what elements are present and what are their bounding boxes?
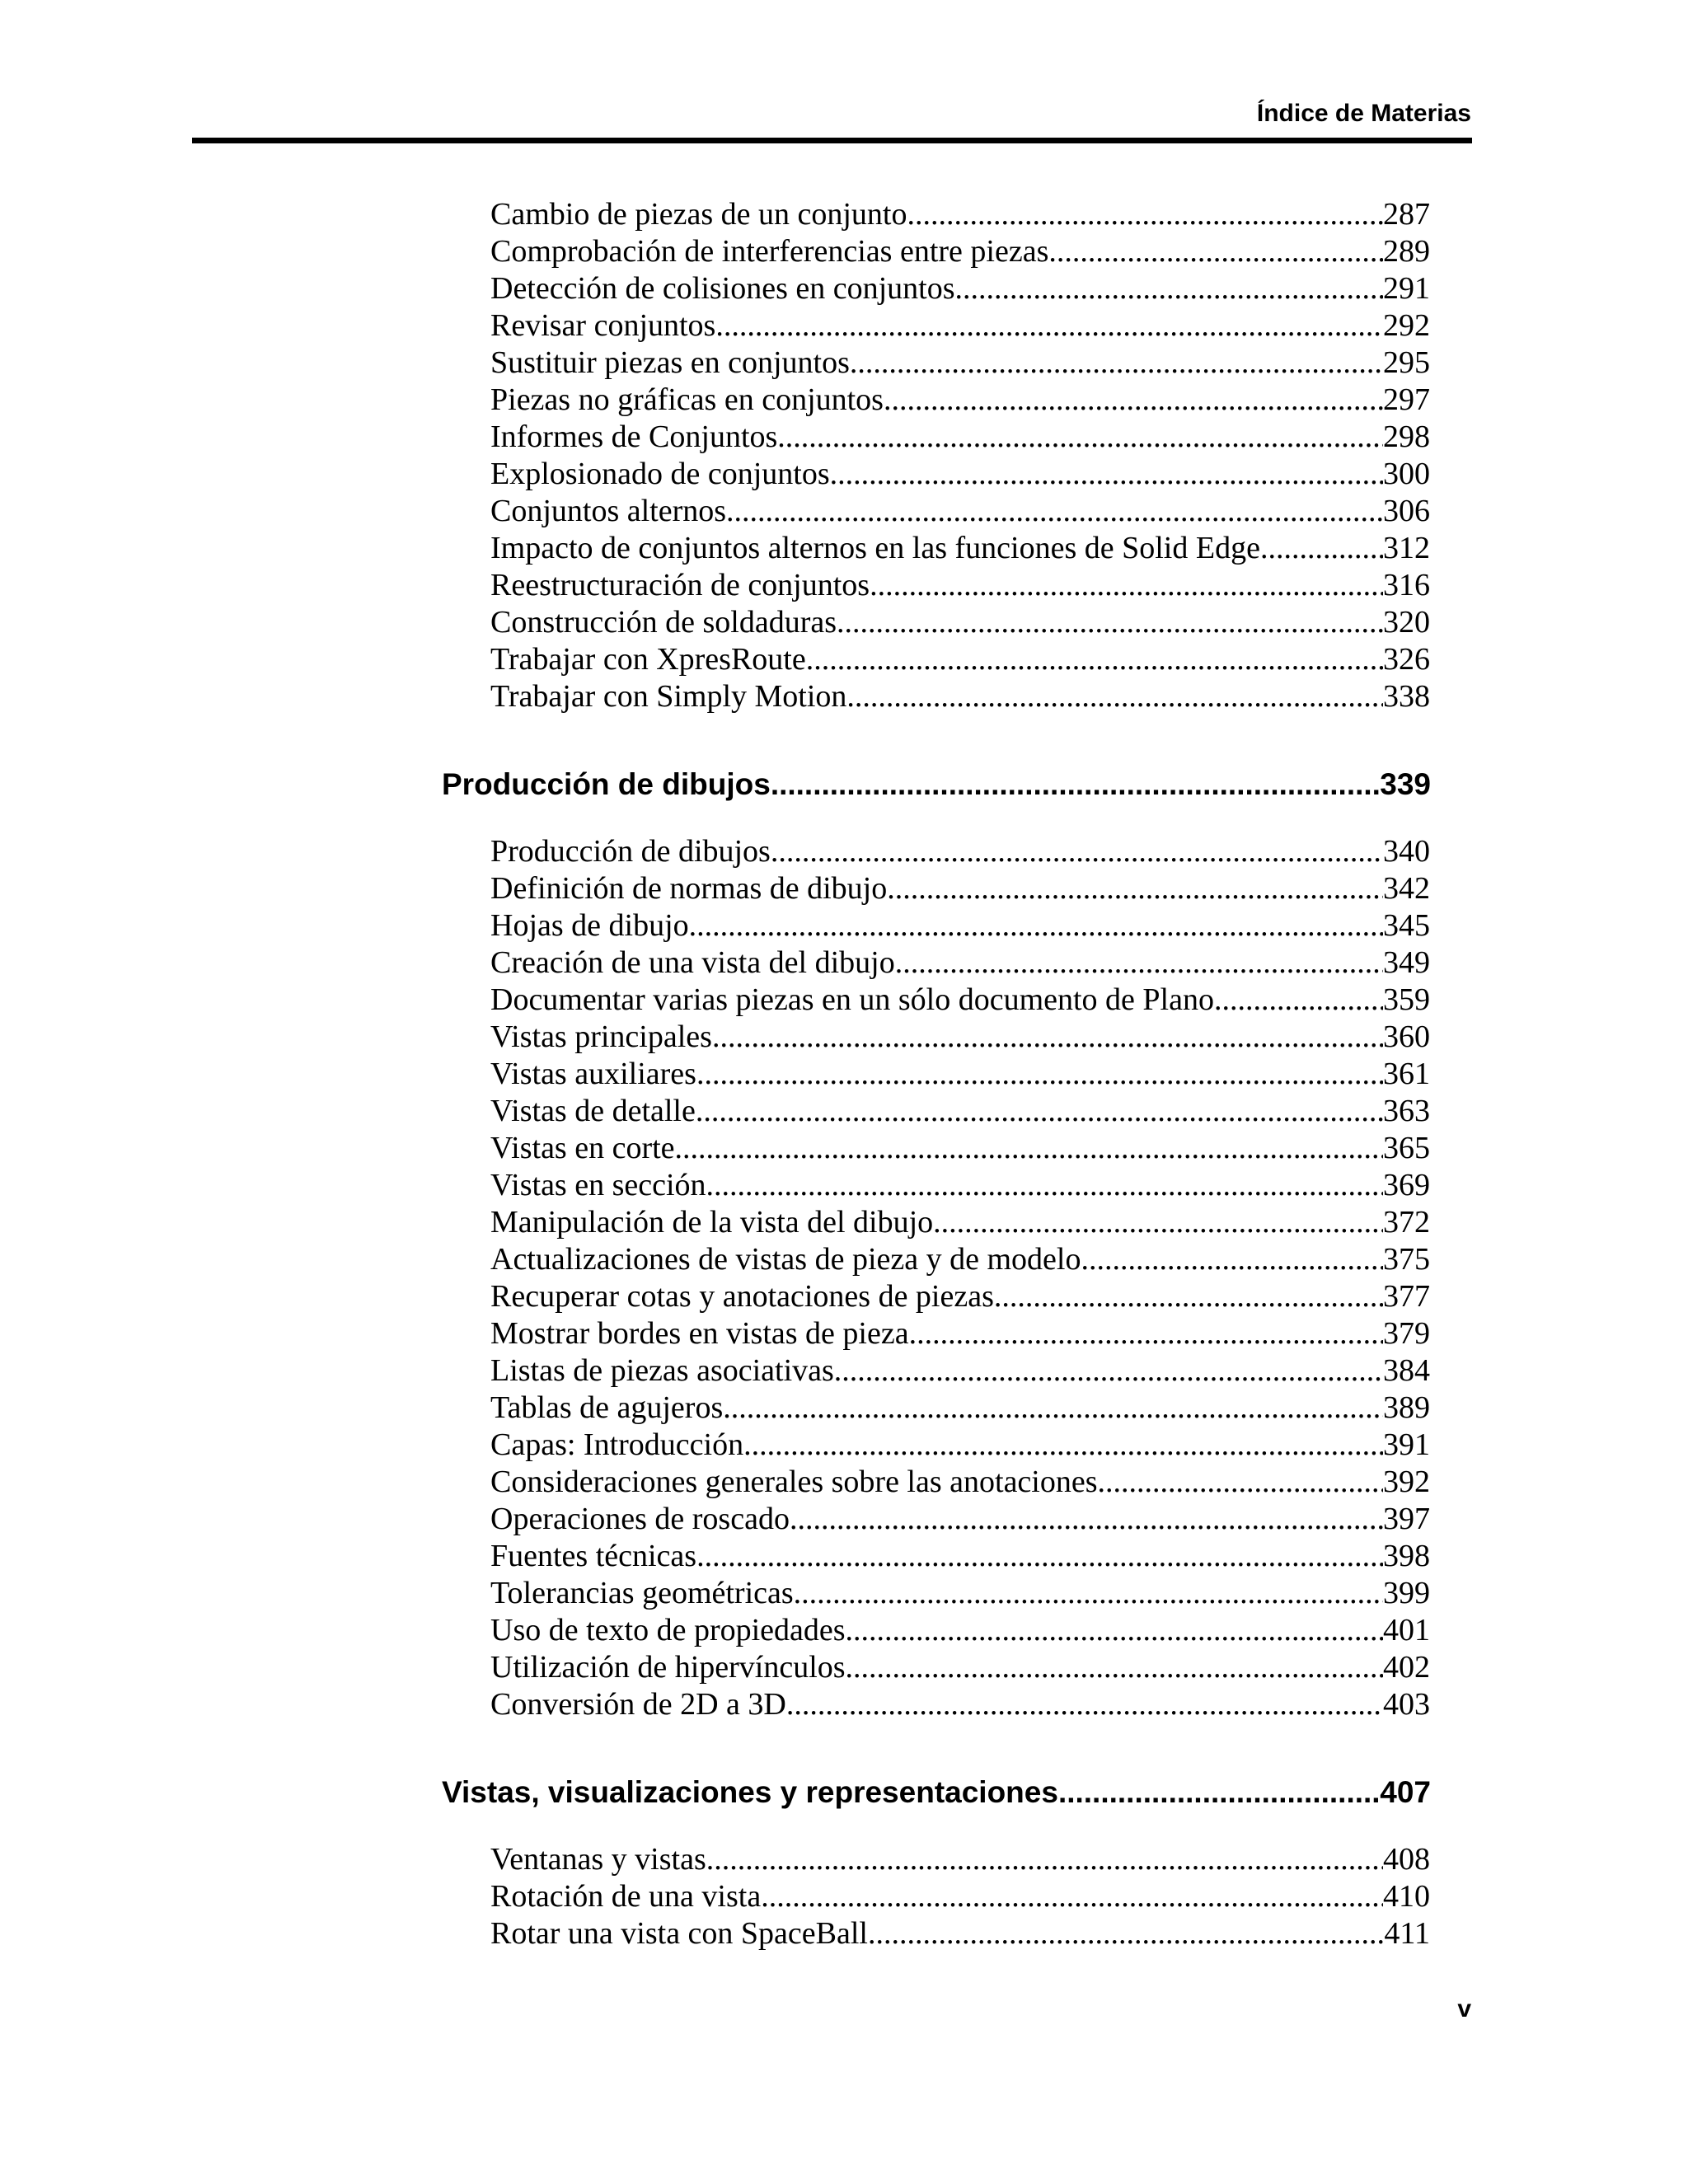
toc-entry-title: Vistas auxiliares bbox=[490, 1057, 696, 1091]
toc-entry-title: Consideraciones generales sobre las anotaciones bbox=[490, 1465, 1098, 1499]
toc-entry-page: 300 bbox=[1383, 457, 1430, 491]
toc-entry-title: Explosionado de conjuntos bbox=[490, 457, 830, 491]
toc-entry[interactable] bbox=[490, 195, 1430, 233]
toc-entry[interactable] bbox=[490, 1166, 1430, 1204]
toc-entry-title: Rotar una vista con SpaceBall bbox=[490, 1916, 868, 1951]
dot-leader bbox=[743, 1426, 1383, 1464]
page-number: v bbox=[1457, 1995, 1471, 2022]
toc-entry-page: 287 bbox=[1383, 197, 1430, 232]
dot-leader bbox=[846, 1611, 1383, 1649]
toc-entry[interactable] bbox=[490, 1018, 1430, 1056]
dot-leader bbox=[689, 907, 1383, 944]
toc-entry-page: 365 bbox=[1383, 1131, 1430, 1165]
toc-entry-page: 340 bbox=[1383, 834, 1430, 869]
dot-leader bbox=[830, 455, 1383, 493]
toc-entry[interactable] bbox=[490, 1092, 1430, 1130]
toc-entry-title: Cambio de piezas de un conjunto bbox=[490, 197, 907, 232]
toc-entry[interactable] bbox=[490, 344, 1430, 382]
dot-leader bbox=[1048, 232, 1383, 270]
toc-entry-title: Listas de piezas asociativas bbox=[490, 1353, 834, 1388]
toc-entry-title: Documentar varias piezas en un sólo documento de Plano bbox=[490, 982, 1214, 1017]
toc-entry-page: 345 bbox=[1383, 908, 1430, 943]
dot-leader bbox=[761, 1877, 1383, 1915]
toc-entry-title: Conversión de 2D a 3D bbox=[490, 1687, 786, 1722]
toc-entry[interactable] bbox=[490, 944, 1430, 982]
toc-entry-page: 401 bbox=[1383, 1613, 1430, 1647]
dot-leader bbox=[675, 1129, 1383, 1167]
toc-entry-title: Tablas de agujeros bbox=[490, 1390, 724, 1425]
toc-entry-page: 359 bbox=[1383, 982, 1430, 1017]
toc-entry-title: Creación de una vista del dibujo bbox=[490, 945, 895, 980]
dot-leader bbox=[715, 307, 1383, 344]
toc-entry-page: 363 bbox=[1383, 1094, 1430, 1128]
dot-leader bbox=[706, 1840, 1383, 1878]
toc-entry[interactable] bbox=[490, 492, 1430, 530]
toc-entry[interactable] bbox=[490, 1389, 1430, 1427]
toc-entry[interactable] bbox=[490, 1352, 1430, 1390]
toc-entry-page: 306 bbox=[1383, 494, 1430, 528]
toc-entry-page: 375 bbox=[1383, 1242, 1430, 1277]
toc-entry-page: 398 bbox=[1383, 1539, 1430, 1573]
toc-entry-title: Utilización de hipervínculos bbox=[490, 1650, 846, 1685]
toc-entry[interactable] bbox=[490, 566, 1430, 604]
toc-entry[interactable] bbox=[490, 1840, 1430, 1878]
toc-entry-page: 384 bbox=[1383, 1353, 1430, 1388]
dot-leader bbox=[933, 1203, 1383, 1241]
toc-entry-title: Rotación de una vista bbox=[490, 1879, 762, 1914]
toc-entry-title: Comprobación de interferencias entre piezas bbox=[490, 234, 1049, 269]
toc-section-heading[interactable] bbox=[442, 764, 1431, 805]
toc-entry[interactable] bbox=[490, 907, 1430, 944]
toc-entry-title: Conjuntos alternos bbox=[490, 494, 727, 528]
toc-entry[interactable] bbox=[490, 1574, 1430, 1612]
toc-entry[interactable] bbox=[490, 455, 1430, 493]
toc-entry-title: Uso de texto de propiedades bbox=[490, 1613, 846, 1647]
toc-entry-title: Vistas en corte bbox=[490, 1131, 675, 1165]
dot-leader bbox=[887, 869, 1383, 907]
toc-entry-page: 372 bbox=[1383, 1205, 1430, 1240]
dot-leader bbox=[726, 492, 1383, 530]
toc-entry[interactable] bbox=[490, 1685, 1430, 1723]
toc-entry-page: 397 bbox=[1383, 1502, 1430, 1536]
toc-entry-title: Mostrar bordes en vistas de pieza bbox=[490, 1316, 909, 1351]
toc-entry-title: Trabajar con Simply Motion bbox=[490, 679, 847, 714]
toc-entry-page: 402 bbox=[1383, 1650, 1430, 1685]
toc-entry[interactable] bbox=[490, 381, 1430, 419]
toc-entry[interactable] bbox=[490, 1915, 1430, 1952]
toc-entry-page: 316 bbox=[1383, 568, 1430, 602]
toc-entry[interactable] bbox=[490, 1240, 1430, 1278]
toc-entry-title: Recuperar cotas y anotaciones de piezas bbox=[490, 1279, 994, 1314]
toc-section-page: 407 bbox=[1380, 1775, 1431, 1809]
toc-entry[interactable] bbox=[490, 418, 1430, 456]
toc-entry[interactable] bbox=[490, 1611, 1430, 1649]
toc-entry-page: 391 bbox=[1383, 1427, 1430, 1462]
toc-entry-title: Ventanas y vistas bbox=[490, 1842, 706, 1877]
toc-entry-page: 298 bbox=[1383, 419, 1430, 454]
toc-entry-page: 369 bbox=[1383, 1168, 1430, 1202]
dot-leader bbox=[909, 1315, 1383, 1352]
toc-entry[interactable] bbox=[490, 677, 1430, 715]
dot-leader bbox=[895, 944, 1383, 982]
toc-entry[interactable] bbox=[490, 1055, 1430, 1093]
toc-section-title: Producción de dibujos bbox=[442, 767, 771, 801]
toc-entry-title: Fuentes técnicas bbox=[490, 1539, 697, 1573]
toc-entry-title: Producción de dibujos bbox=[490, 834, 771, 869]
toc-entry-title: Vistas en sección bbox=[490, 1168, 706, 1202]
toc-entry-title: Detección de colisiones en conjuntos bbox=[490, 271, 955, 306]
toc-entry-title: Operaciones de roscado bbox=[490, 1502, 790, 1536]
dot-leader bbox=[706, 1166, 1383, 1204]
dot-leader bbox=[846, 1648, 1383, 1686]
toc-entry-title: Informes de Conjuntos bbox=[490, 419, 778, 454]
toc-entry-page: 360 bbox=[1383, 1019, 1430, 1054]
toc-entry-page: 312 bbox=[1383, 531, 1430, 565]
dot-leader bbox=[994, 1277, 1383, 1315]
dot-leader bbox=[846, 677, 1383, 715]
toc-entry-page: 349 bbox=[1383, 945, 1430, 980]
running-header: Índice de Materias bbox=[1256, 100, 1471, 127]
toc-entry-page: 411 bbox=[1384, 1916, 1430, 1951]
toc-entry-page: 399 bbox=[1383, 1576, 1430, 1610]
toc-entry-title: Capas: Introducción bbox=[490, 1427, 744, 1462]
toc-section-page: 339 bbox=[1380, 767, 1431, 801]
dot-leader bbox=[771, 832, 1383, 870]
toc-entry-page: 289 bbox=[1383, 234, 1430, 269]
toc-entry[interactable] bbox=[490, 529, 1430, 567]
dot-leader bbox=[850, 344, 1383, 382]
toc-entry-page: 320 bbox=[1383, 605, 1430, 640]
toc-entry-page: 392 bbox=[1383, 1465, 1430, 1499]
dot-leader bbox=[834, 1352, 1383, 1390]
toc-entry-title: Hojas de dibujo bbox=[490, 908, 689, 943]
toc-entry[interactable] bbox=[490, 1203, 1430, 1241]
dot-leader bbox=[723, 1389, 1383, 1427]
toc-entry-page: 403 bbox=[1383, 1687, 1430, 1722]
dot-leader bbox=[771, 764, 1380, 805]
toc-entry[interactable] bbox=[490, 1648, 1430, 1686]
toc-section-heading[interactable] bbox=[442, 1772, 1431, 1813]
toc-entry[interactable] bbox=[490, 981, 1430, 1019]
toc-entry-title: Manipulación de la vista del dibujo bbox=[490, 1205, 934, 1240]
dot-leader bbox=[884, 381, 1383, 419]
toc-entry-page: 361 bbox=[1383, 1057, 1430, 1091]
dot-leader bbox=[837, 603, 1383, 641]
dot-leader bbox=[870, 566, 1383, 604]
toc-entry-title: Actualizaciones de vistas de pieza y de modelo bbox=[490, 1242, 1081, 1277]
dot-leader bbox=[1098, 1463, 1383, 1501]
toc-entry[interactable] bbox=[490, 232, 1430, 270]
dot-leader bbox=[955, 269, 1383, 307]
dot-leader bbox=[1058, 1772, 1380, 1813]
toc-entry-page: 389 bbox=[1383, 1390, 1430, 1425]
toc-entry-page: 379 bbox=[1383, 1316, 1430, 1351]
toc-entry[interactable] bbox=[490, 1877, 1430, 1915]
toc-entry[interactable] bbox=[490, 1426, 1430, 1464]
dot-leader bbox=[696, 1055, 1383, 1093]
dot-leader bbox=[790, 1500, 1383, 1538]
dot-leader bbox=[794, 1574, 1383, 1612]
header-rule bbox=[192, 138, 1472, 143]
toc-entry-title: Revisar conjuntos bbox=[490, 308, 716, 343]
toc-entry[interactable] bbox=[490, 1277, 1430, 1315]
toc-entry-title: Trabajar con XpresRoute bbox=[490, 642, 806, 677]
toc-entry-title: Vistas de detalle bbox=[490, 1094, 696, 1128]
toc-entry[interactable] bbox=[490, 1537, 1430, 1575]
toc-entry-page: 291 bbox=[1383, 271, 1430, 306]
toc-entry-title: Tolerancias geométricas bbox=[490, 1576, 794, 1610]
toc-entry[interactable] bbox=[490, 1500, 1430, 1538]
toc-entry[interactable] bbox=[490, 869, 1430, 907]
toc-entry-title: Reestructuración de conjuntos bbox=[490, 568, 870, 602]
dot-leader bbox=[712, 1018, 1383, 1056]
toc-entry-page: 408 bbox=[1383, 1842, 1430, 1877]
toc-entry-page: 338 bbox=[1383, 679, 1430, 714]
toc-entry-page: 377 bbox=[1383, 1279, 1430, 1314]
toc-entry[interactable] bbox=[490, 1129, 1430, 1167]
toc-entry-title: Impacto de conjuntos alternos en las funciones de Solid Edge bbox=[490, 531, 1260, 565]
toc-entry-title: Sustituir piezas en conjuntos bbox=[490, 345, 850, 380]
dot-leader bbox=[777, 418, 1383, 456]
toc-entry-title: Vistas principales bbox=[490, 1019, 712, 1054]
dot-leader bbox=[696, 1092, 1383, 1130]
dot-leader bbox=[696, 1537, 1383, 1575]
dot-leader bbox=[868, 1915, 1384, 1952]
toc-entry-title: Definición de normas de dibujo bbox=[490, 871, 888, 906]
dot-leader bbox=[1260, 529, 1383, 567]
toc-entry-page: 410 bbox=[1383, 1879, 1430, 1914]
dot-leader bbox=[1081, 1240, 1383, 1278]
toc-entry[interactable] bbox=[490, 307, 1430, 344]
toc-entry-page: 295 bbox=[1383, 345, 1430, 380]
toc-entry-page: 342 bbox=[1383, 871, 1430, 906]
toc-entry-title: Piezas no gráficas en conjuntos bbox=[490, 382, 884, 417]
toc-entry-page: 326 bbox=[1383, 642, 1430, 677]
toc-entry-page: 292 bbox=[1383, 308, 1430, 343]
toc-entry[interactable] bbox=[490, 1315, 1430, 1352]
dot-leader bbox=[806, 640, 1383, 678]
dot-leader bbox=[786, 1685, 1383, 1723]
dot-leader bbox=[1214, 981, 1383, 1019]
toc-entry[interactable] bbox=[490, 603, 1430, 641]
toc-entry[interactable] bbox=[490, 1463, 1430, 1501]
toc-entry[interactable] bbox=[490, 269, 1430, 307]
toc-entry-title: Construcción de soldaduras bbox=[490, 605, 837, 640]
toc-entry[interactable] bbox=[490, 832, 1430, 870]
toc-entry[interactable] bbox=[490, 640, 1430, 678]
toc-entry-page: 297 bbox=[1383, 382, 1430, 417]
dot-leader bbox=[907, 195, 1384, 233]
toc-section-title: Vistas, visualizaciones y representaciones bbox=[442, 1775, 1058, 1809]
